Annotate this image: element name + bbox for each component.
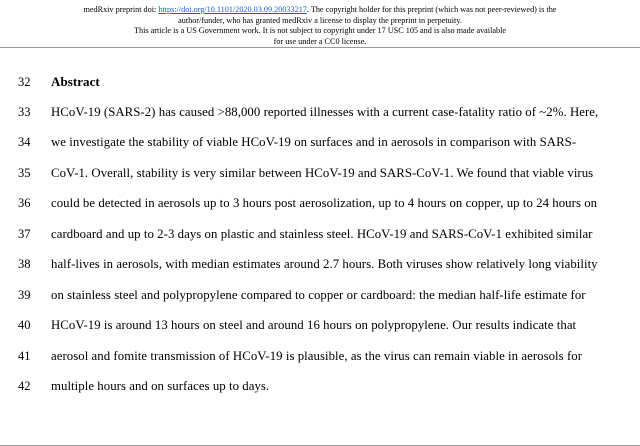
line-number: 35 <box>18 165 31 180</box>
line-text: could be detected in aerosols up to 3 hours post aerosolization, up to 4 hours on copper, up to 24 hours on <box>51 196 598 210</box>
text-line <box>18 318 640 349</box>
line-number: 40 <box>18 318 31 332</box>
doi-link[interactable]: https://doi.org/10.1101/2020.03.09.20033217 <box>158 5 307 14</box>
banner-line-3: This article is a US Government work. It is not subject to copyright under 17 USC 105 and is also made available <box>133 26 506 36</box>
text-line <box>18 196 640 227</box>
line-number: 41 <box>18 348 31 363</box>
line-number: 32 <box>18 75 31 89</box>
line-number: 39 <box>18 287 31 302</box>
banner-copyright-suffix: . The copyright holder for this preprint (which was not peer-reviewed) is the <box>306 5 557 14</box>
line-text: HCoV-19 is around 13 hours on steel and around 16 hours on polypropylene. Our results indicate that <box>51 318 577 332</box>
text-line <box>18 379 640 410</box>
text-line <box>18 288 640 319</box>
text-line <box>18 227 640 258</box>
line-text: we investigate the stability of viable HCoV-19 on surfaces and in aerosols in comparison with SARS- <box>51 135 577 149</box>
line-text: multiple hours and on surfaces up to days. <box>51 379 270 393</box>
preprint-banner <box>0 0 640 47</box>
banner-line-1 <box>8 5 632 16</box>
banner-doi-prefix: medRxiv preprint doi: <box>83 5 159 14</box>
banner-line-4: for use under a CC0 license. <box>273 36 367 46</box>
line-text: HCoV-19 (SARS-2) has caused >88,000 reported illnesses with a current case-fatality ratio of ~2%. Here, <box>51 104 599 119</box>
line-text: half-lives in aerosols, with median estimates around 2.7 hours. Both viruses show relatively long viability <box>51 257 598 271</box>
abstract-section <box>0 74 640 410</box>
page-title: Abstract <box>51 74 100 89</box>
text-line <box>18 257 640 288</box>
line-number: 36 <box>18 196 31 210</box>
line-number: 38 <box>18 257 31 271</box>
line-number: 34 <box>18 135 31 149</box>
text-line <box>18 105 640 136</box>
line-text: CoV-1. Overall, stability is very similar between HCoV-19 and SARS-CoV-1. We found that viable virus <box>51 165 594 180</box>
line-number: 33 <box>18 104 31 119</box>
text-line <box>18 166 640 197</box>
text-line <box>18 135 640 166</box>
abstract-heading-line <box>18 74 640 105</box>
line-text: cardboard and up to 2-3 days on plastic and stainless steel. HCoV-19 and SARS-CoV-1 exhibited similar <box>51 226 593 241</box>
banner-line-2: author/funder, who has granted medRxiv a license to display the preprint in perpetuity. <box>178 15 462 25</box>
line-number: 37 <box>18 226 31 241</box>
line-text: aerosol and fomite transmission of HCoV-19 is plausible, as the virus can remain viable in aerosols for <box>51 348 583 363</box>
banner-divider <box>0 47 640 48</box>
line-text: on stainless steel and polypropylene compared to copper or cardboard: the median half-life estimate for <box>51 287 586 302</box>
text-line <box>18 349 640 380</box>
line-number: 42 <box>18 379 31 393</box>
